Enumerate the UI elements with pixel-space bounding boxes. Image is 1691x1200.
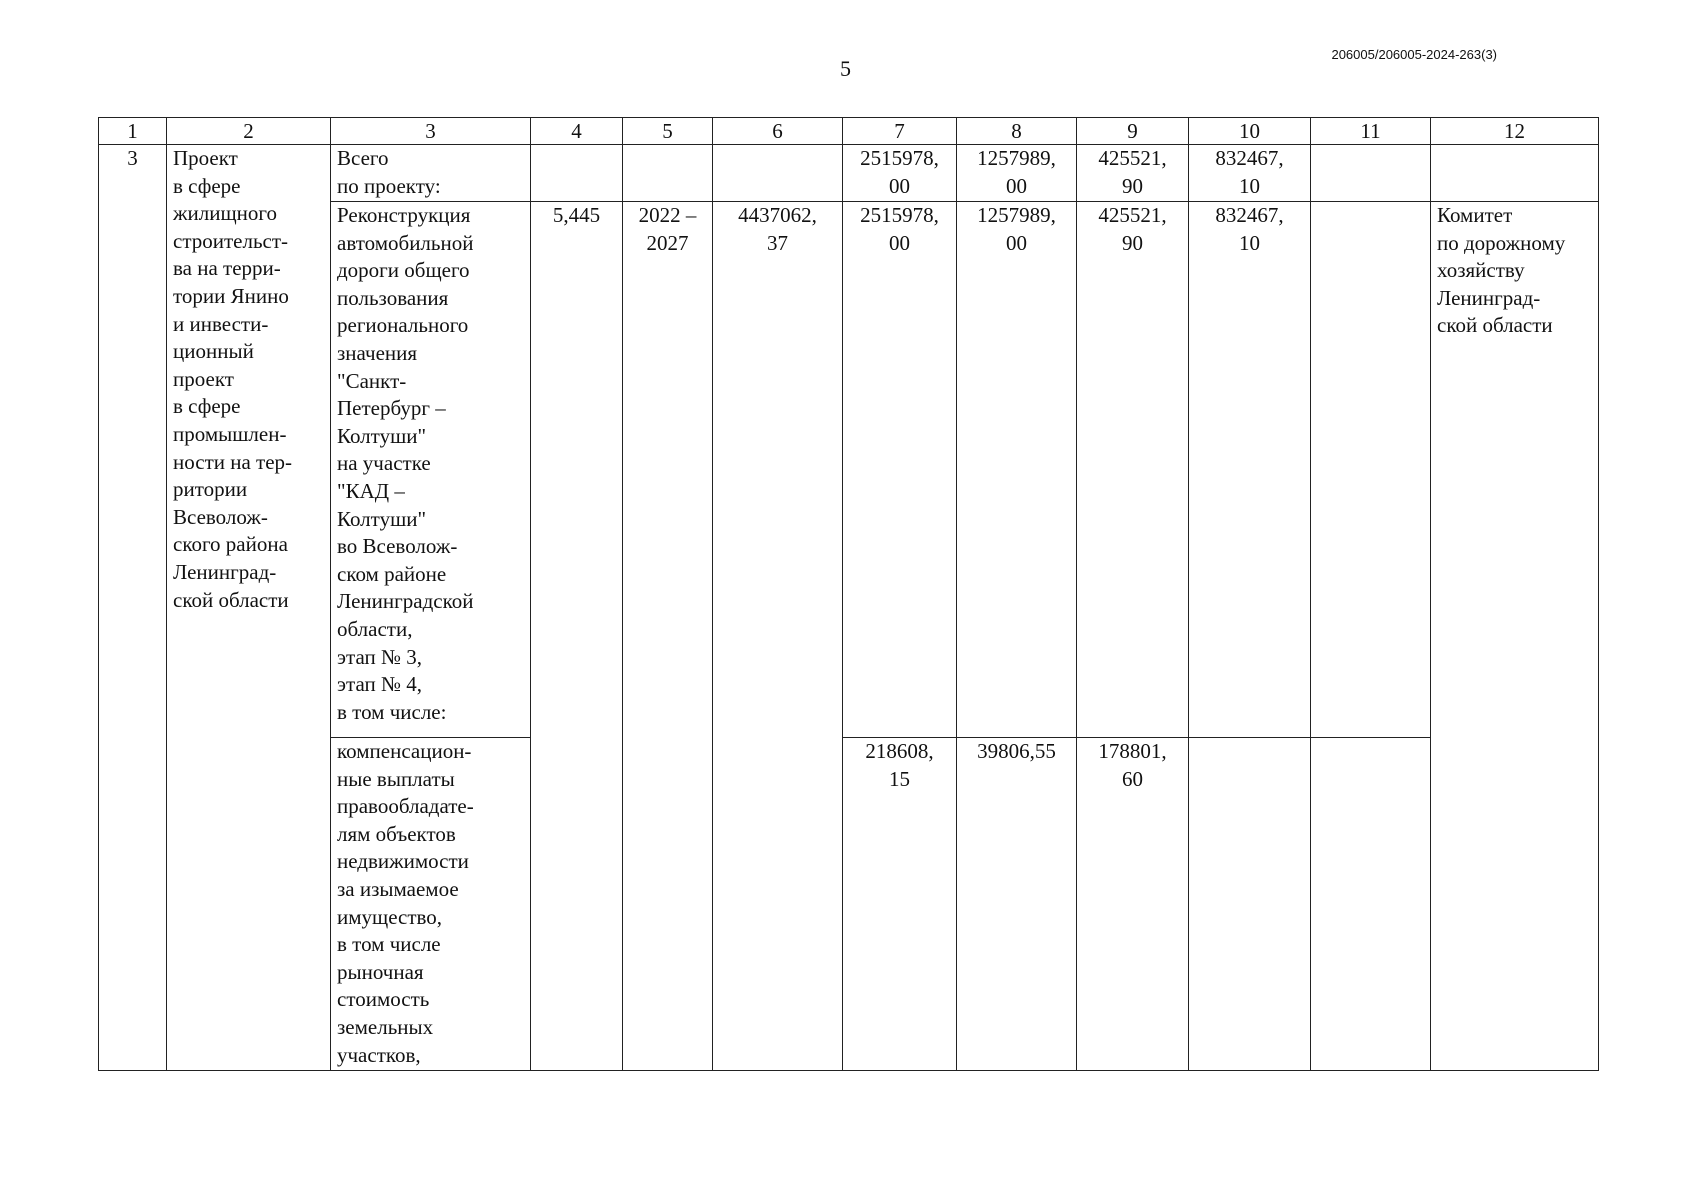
cell-text-line: и инвести- — [173, 311, 269, 336]
cell-text-line: 425521, — [1098, 203, 1167, 227]
cell-text-line: рыночная — [337, 959, 424, 984]
cell-text-line: 00 — [1006, 173, 1027, 198]
cell-text-line: 15 — [889, 766, 910, 791]
cell-text-line: Колтуши" — [337, 423, 427, 448]
total-label-cell — [331, 145, 531, 202]
object-length-cell — [531, 202, 623, 1071]
total-col8-cell — [957, 145, 1077, 202]
cell-text-line: в сфере — [173, 173, 241, 198]
cell-text-line: значения — [337, 340, 418, 365]
column-number: 9 — [1077, 118, 1189, 145]
cost-cell — [713, 145, 843, 202]
cell-text-line: Всеволож- — [173, 504, 268, 529]
cell-text-line: "Санкт- — [337, 368, 407, 393]
total-col9-cell — [1077, 145, 1189, 202]
column-number-row — [99, 118, 1599, 145]
cell-text-line: участков, — [337, 1042, 421, 1067]
cell-text-line: Всего — [337, 146, 389, 170]
object-col10-cell — [1189, 202, 1311, 738]
cell-text-line: Ленинград- — [1437, 285, 1541, 310]
object-col7-cell — [843, 202, 957, 738]
cell-text-line: ской области — [1437, 313, 1553, 338]
cell-text-line: 218608, — [865, 739, 934, 763]
compensation-col8-cell — [957, 738, 1077, 1071]
cell-text-line: 2022 – — [638, 203, 697, 227]
cell-text-line: 90 — [1122, 173, 1143, 198]
table-row-total — [99, 145, 1599, 202]
column-number: 5 — [623, 118, 713, 145]
cell-text-line: на участке — [337, 451, 431, 476]
total-col11-cell — [1311, 145, 1431, 202]
cell-text-line: Петербург – — [337, 396, 446, 421]
cell-text-line: стоимость — [337, 987, 430, 1012]
column-number: 12 — [1431, 118, 1599, 145]
column-number: 6 — [713, 118, 843, 145]
cell-text-line: автомобильной — [337, 230, 474, 255]
page-number: 5 — [840, 56, 851, 81]
total-col12-cell — [1431, 145, 1599, 202]
period-cell — [623, 145, 713, 202]
cell-text-line: 832467, — [1215, 203, 1284, 227]
object-cost-cell — [713, 202, 843, 1071]
cell-text-line: Реконструкция — [337, 203, 471, 227]
cell-text-line: этап № 3, — [337, 644, 423, 669]
column-number: 1 — [99, 118, 167, 145]
cell-text-line: ского района — [173, 532, 288, 557]
cell-text-line: имущество, — [337, 904, 443, 929]
cell-text-line: 10 — [1239, 230, 1260, 255]
cell-text-line: по проекту: — [337, 173, 441, 198]
cell-text-line: строительст- — [173, 228, 289, 253]
object-col8-cell — [957, 202, 1077, 738]
cell-text-line: ные выплаты — [337, 766, 455, 791]
cell-text-line: Комитет — [1437, 203, 1513, 227]
length-cell — [531, 145, 623, 202]
cell-text-line: Колтуши" — [337, 506, 427, 531]
cell-text-line: ском районе — [337, 561, 447, 586]
cell-text-line: хозяйству — [1437, 258, 1525, 283]
total-col10-cell — [1189, 145, 1311, 202]
cell-text-line: 5,445 — [552, 203, 601, 227]
compensation-col10-cell — [1189, 738, 1311, 1071]
cell-text-line: недвижимости — [337, 849, 469, 874]
cell-text-line: 1257989, — [977, 146, 1056, 170]
cell-text-line: 2515978, — [860, 203, 939, 227]
row-number-cell: 3 — [99, 145, 167, 1071]
compensation-col7-cell — [843, 738, 957, 1071]
column-number: 7 — [843, 118, 957, 145]
cell-text-line: во Всеволож- — [337, 534, 458, 559]
cell-text-line: в том числе — [337, 932, 441, 957]
responsible-body-cell — [1431, 202, 1599, 1071]
cell-text-line: ской области — [173, 587, 289, 612]
cell-text-line: тории Янино — [173, 283, 289, 308]
column-number: 11 — [1311, 118, 1431, 145]
document-id: 206005/206005-2024-263(3) — [1331, 47, 1497, 62]
compensation-label-cell — [331, 738, 531, 1071]
cell-text-line: 39806,55 — [977, 739, 1056, 763]
object-col11-cell — [1311, 202, 1431, 738]
cell-text-line: 4437062, — [738, 203, 817, 227]
object-label-cell — [331, 202, 531, 738]
cell-text-line: 10 — [1239, 173, 1260, 198]
cell-text-line: проект — [173, 366, 234, 391]
cell-text-line: "КАД – — [337, 478, 405, 503]
project-name-cell — [167, 145, 331, 1071]
total-col7-cell — [843, 145, 957, 202]
cell-text-line: 00 — [889, 230, 910, 255]
cell-text-line: ва на терри- — [173, 256, 281, 281]
column-number: 4 — [531, 118, 623, 145]
cell-text-line: 00 — [1006, 230, 1027, 255]
compensation-col11-cell — [1311, 738, 1431, 1071]
cell-text-line: 90 — [1122, 230, 1143, 255]
column-number: 8 — [957, 118, 1077, 145]
cell-text-line: 60 — [1122, 766, 1143, 791]
cell-text-line: этап № 4, — [337, 672, 423, 697]
cell-text-line: компенсацион- — [337, 739, 472, 763]
object-col9-cell — [1077, 202, 1189, 738]
cell-text-line: земельных — [337, 1014, 434, 1039]
cell-text-line: в сфере — [173, 394, 241, 419]
cell-text-line: 2515978, — [860, 146, 939, 170]
cell-text-line: лям объектов — [337, 821, 456, 846]
cell-text-line: 832467, — [1215, 146, 1284, 170]
cell-text-line: дороги общего — [337, 258, 470, 283]
cell-text-line: 425521, — [1098, 146, 1167, 170]
cell-text-line: ритории — [173, 477, 248, 502]
cell-text-line: по дорожному — [1437, 230, 1566, 255]
column-number: 10 — [1189, 118, 1311, 145]
cell-text-line: пользования — [337, 285, 449, 310]
cell-text-line: регионального — [337, 313, 469, 338]
column-number: 3 — [331, 118, 531, 145]
cell-text-line: 37 — [767, 230, 788, 255]
column-number: 2 — [167, 118, 331, 145]
cell-text-line: Проект — [173, 146, 238, 170]
cell-text-line: 178801, — [1098, 739, 1167, 763]
cell-text-line: жилищного — [173, 201, 277, 226]
cell-text-line: 00 — [889, 173, 910, 198]
cell-text-line: промышлен- — [173, 421, 287, 446]
cell-text-line: 1257989, — [977, 203, 1056, 227]
compensation-col9-cell — [1077, 738, 1189, 1071]
cell-text-line: в том числе: — [337, 699, 447, 724]
cell-text-line: области, — [337, 616, 413, 641]
object-period-cell — [623, 202, 713, 1071]
cell-text-line: Ленинградской — [337, 589, 474, 614]
cell-text-line: правообладате- — [337, 794, 474, 819]
cell-text-line: за изымаемое — [337, 876, 459, 901]
cell-text-line: ности на тер- — [173, 449, 293, 474]
cell-text-line: 2027 — [646, 230, 689, 255]
investment-projects-table — [98, 117, 1599, 1071]
cell-text-line: Ленинград- — [173, 559, 277, 584]
cell-text-line: ционный — [173, 339, 254, 364]
